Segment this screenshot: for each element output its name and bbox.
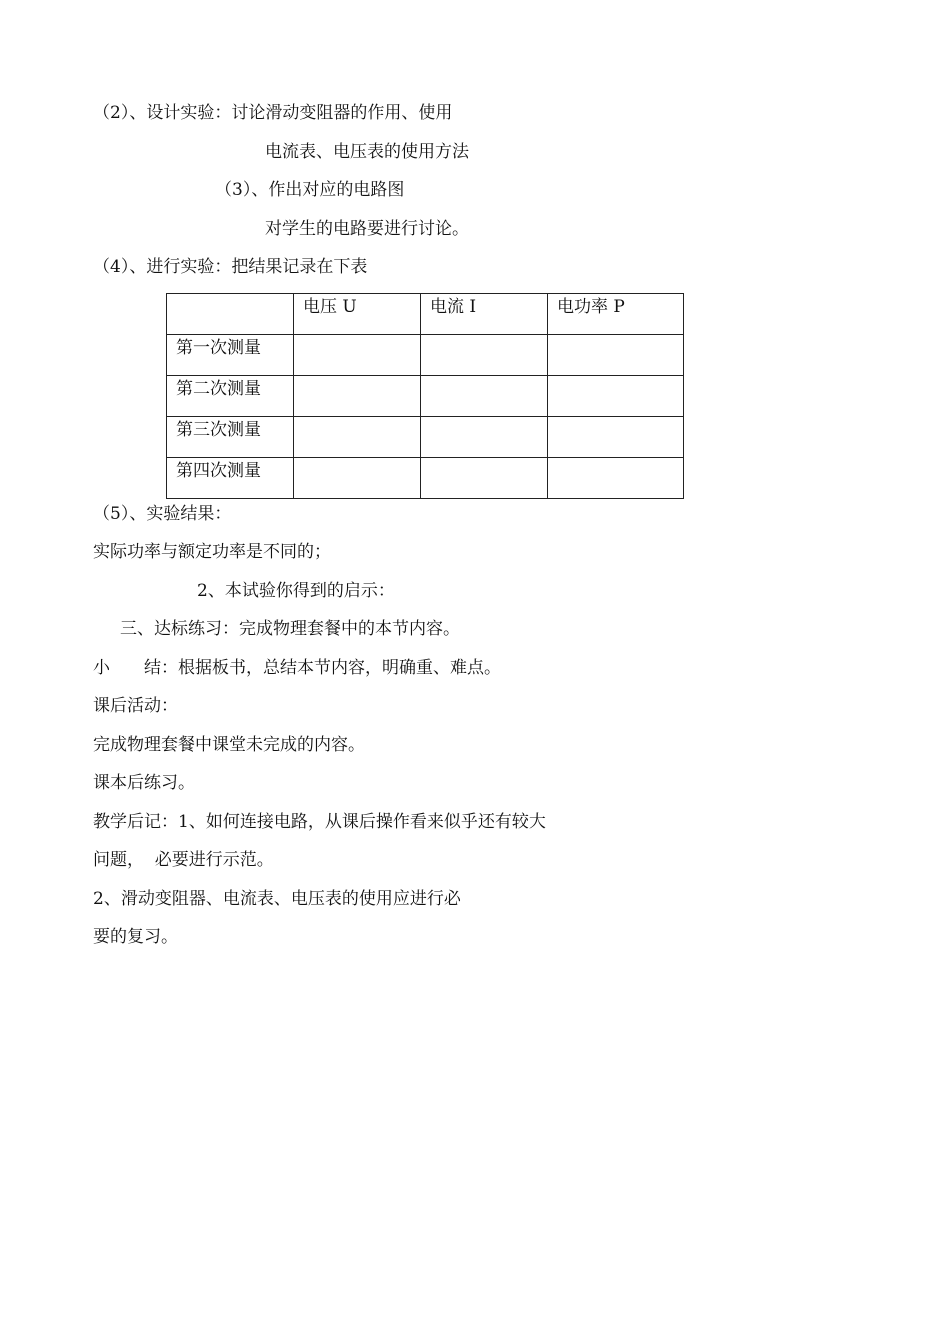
table-header-voltage: 电压 U [294,294,421,335]
meter-usage-line: 电流表、电压表的使用方法 [265,142,469,162]
table-cell [294,458,421,499]
table-row [167,335,684,376]
table-row-label: 第四次测量 [167,458,294,499]
teaching-notes-point2-end: 要的复习。 [93,927,178,947]
teaching-notes-point2: 2、滑动变阻器、电流表、电压表的使用应进行必 [93,889,461,909]
circuit-diagram-line: （3）、作出对应的电路图 [215,180,405,200]
teaching-notes-continued: 问题， 必要进行示范。 [93,850,274,870]
circuit-discussion-line: 对学生的电路要进行讨论。 [265,219,469,239]
experiment-result-heading: （5）、实验结果： [93,504,232,524]
table-cell [548,376,684,417]
summary-line: 小 结：根据板书，总结本节内容，明确重、难点。 [93,658,501,678]
table-cell [294,376,421,417]
table-cell [294,417,421,458]
table-cell [421,335,548,376]
table-row-label: 第一次测量 [167,335,294,376]
teaching-notes-line: 教学后记：1、如何连接电路，从课后操作看来似乎还有较大 [93,812,546,832]
measurement-table [166,293,684,499]
run-experiment-line: （4）、进行实验：把结果记录在下表 [93,257,368,277]
table-row [167,376,684,417]
table-cell [294,335,421,376]
after-class-heading: 课后活动： [93,696,178,716]
table-row [167,417,684,458]
practice-line: 三、达标练习：完成物理套餐中的本节内容。 [120,619,460,639]
table-header-power: 电功率 P [548,294,684,335]
table-row [167,458,684,499]
table-cell [548,417,684,458]
insight-line: 2、本试验你得到的启示： [197,581,395,601]
design-experiment-line: （2）、设计实验：讨论滑动变阻器的作用、使用 [93,103,453,123]
table-cell [548,458,684,499]
table-row-label: 第三次测量 [167,417,294,458]
table-cell [421,376,548,417]
table-row-label: 第二次测量 [167,376,294,417]
table-cell [421,458,548,499]
table-cell [548,335,684,376]
table-cell [421,417,548,458]
experiment-result-text: 实际功率与额定功率是不同的； [93,542,331,562]
table-header-current: 电流 I [421,294,548,335]
table-header-row [167,294,684,335]
textbook-exercise-line: 课本后练习。 [93,773,195,793]
after-class-task: 完成物理套餐中课堂未完成的内容。 [93,735,365,755]
table-header-cell [167,294,294,335]
